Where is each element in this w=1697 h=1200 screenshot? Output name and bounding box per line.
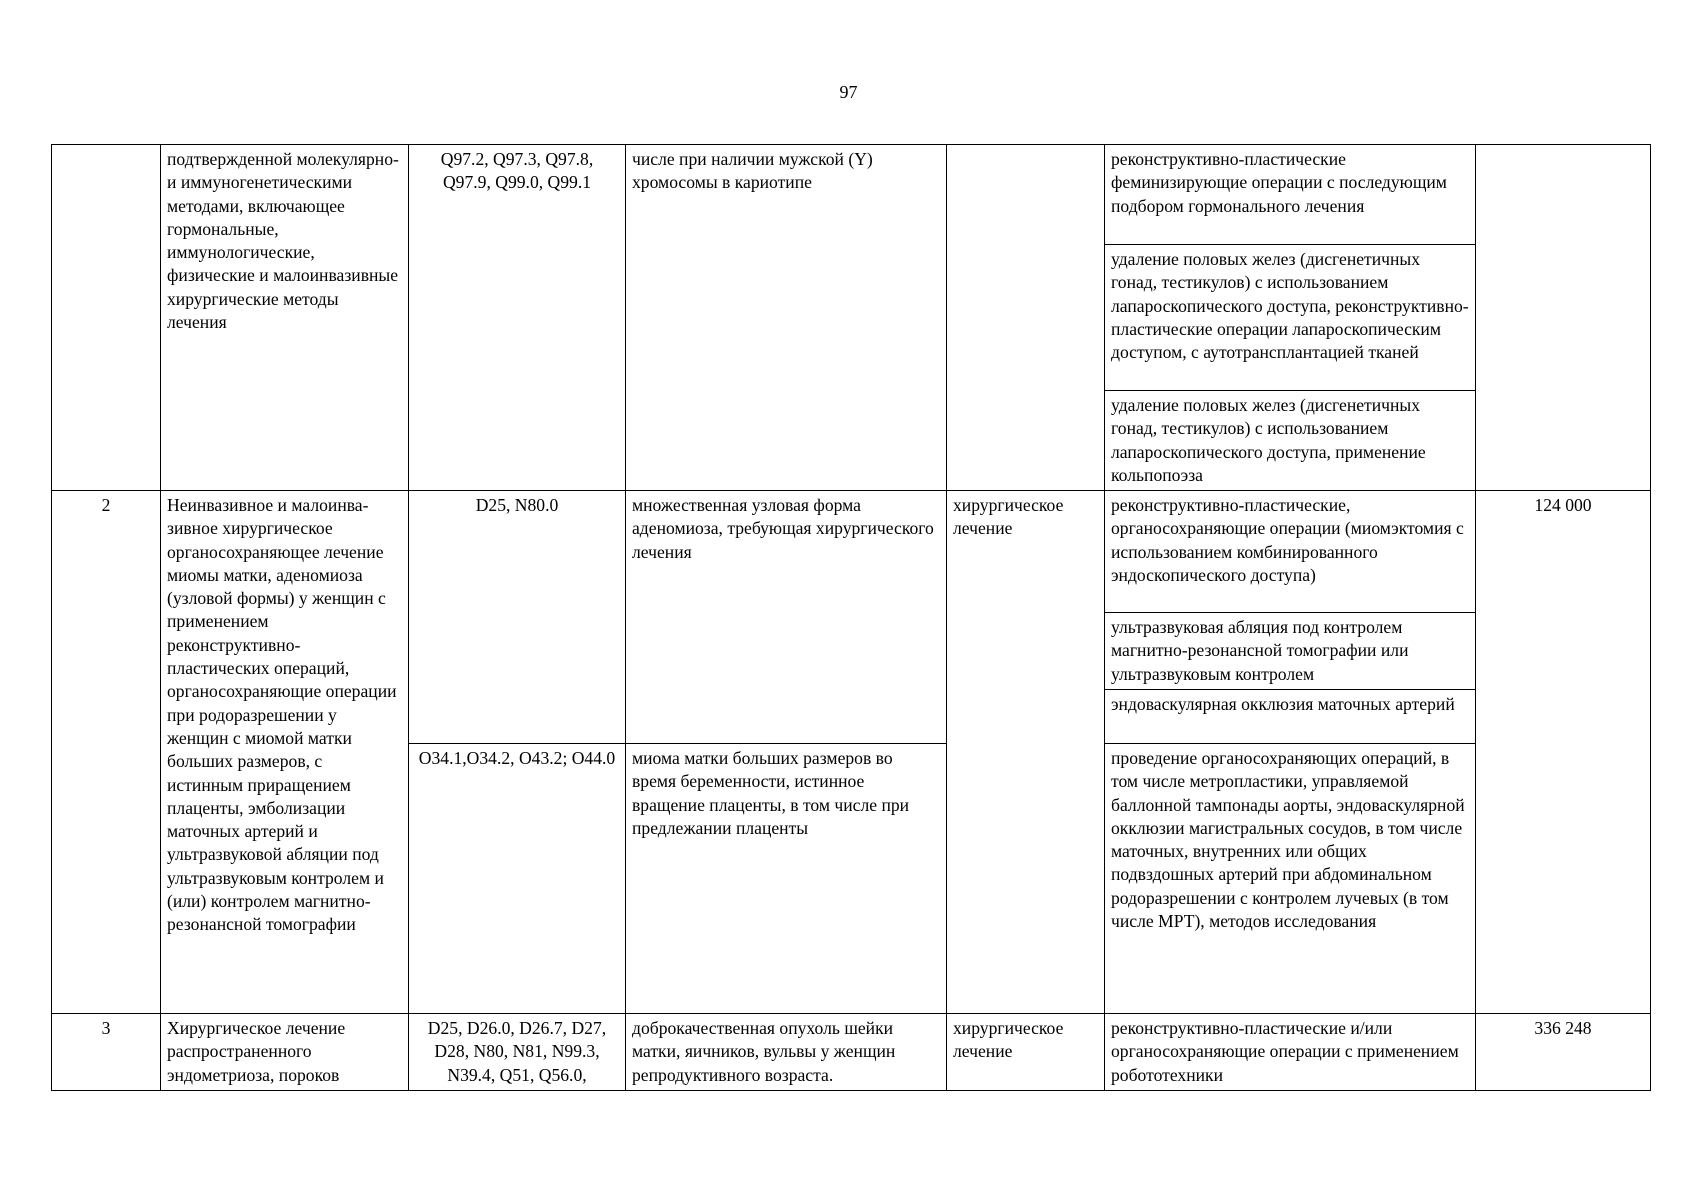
icd-codes-cell: D25, D26.0, D26.7, D27, D28, N80, N81, N99.3, N39.4, Q51, Q56.0, [409, 1014, 626, 1091]
treatment-type-cell [947, 145, 1105, 491]
care-type-cell: Неинвазивное и малоинва-зивное хирургическое органосохраняющее лечение миомы матки, аденомиоза (узловой формы) у женщин с применением реконструктивно-пластических операций, органосохраняющие операции при родоразрешении у женщин с миомой матки больших размеров, с истинным приращением плаценты, эмболизации маточных артерий и ультразвуковой абляции под ультразвуковым контролем и (или) контролем магнитно-резонансной томографии [161, 491, 409, 1014]
cost-cell: 336 248 [1476, 1014, 1651, 1091]
treatment-method-cell: ультразвуковая абляция под контролем магнитно-резонансной томографии или ультразвуковым контролем [1105, 613, 1476, 690]
patient-model-cell: множественная узловая форма аденомиоза, требующая хирургического лечения [626, 491, 947, 744]
treatment-method-cell: реконструктивно-пластические, органосохраняющие операции (миомэктомия с использованием комбинированного эндоскопического доступа) [1105, 491, 1476, 613]
table-row [52, 491, 1651, 613]
treatment-method-cell: проведение органосохраняющих операций, в том числе метропластики, управляемой баллонной тампонады аорты, эндоваскулярной окклюзии магистральных сосудов, в том числе маточных, внутренних или общих подвздошных артерий при абдоминальном родоразрешении с контролем лучевых (в том числе МРТ), методов исследования [1105, 744, 1476, 1014]
patient-model-cell: миома матки больших размеров во время беременности, истинное вращение плаценты, в том числе при предлежании плаценты [626, 744, 947, 1014]
icd-codes-cell: O34.1,O34.2, O43.2; O44.0 [409, 744, 626, 1014]
patient-model-cell: доброкачественная опухоль шейки матки, яичников, вульвы у женщин репродуктивного возраста. [626, 1014, 947, 1091]
cost-cell: 124 000 [1476, 491, 1651, 1014]
treatment-method-cell: удаление половых желез (дисгенетичных гонад, тестикулов) с использованием лапароскопического доступа, применение кольпопоэза [1105, 391, 1476, 491]
icd-codes-cell: D25, N80.0 [409, 491, 626, 744]
row-number-cell [52, 145, 161, 491]
row-number-cell: 3 [52, 1014, 161, 1091]
treatment-type-cell: хирургическое лечение [947, 491, 1105, 1014]
treatment-type-cell: хирургическое лечение [947, 1014, 1105, 1091]
table-row [52, 1014, 1651, 1091]
treatment-method-cell: реконструктивно-пластические и/или органосохраняющие операции с применением робототехники [1105, 1014, 1476, 1091]
table-row [52, 145, 1651, 245]
row-number-cell: 2 [52, 491, 161, 1014]
medical-care-table [51, 144, 1651, 1091]
cost-cell [1476, 145, 1651, 491]
care-type-cell: подтвержденной молекулярно- и иммуногенетическими методами, включающее гормональные, иммунологические, физические и малоинвазивные хирургические методы лечения [161, 145, 409, 491]
treatment-method-cell: удаление половых желез (дисгенетичных гонад, тестикулов) с использованием лапароскопического доступа, реконструктивно-пластические операции лапароскопическим доступом, с аутотрансплантацией тканей [1105, 245, 1476, 391]
care-type-cell: Хирургическое лечение распространенного эндометриоза, пороков [161, 1014, 409, 1091]
treatment-method-cell: эндоваскулярная окклюзия маточных артерий [1105, 690, 1476, 744]
treatment-method-cell: реконструктивно-пластические феминизирующие операции с последующим подбором гормонального лечения [1105, 145, 1476, 245]
patient-model-cell: числе при наличии мужской (Y) хромосомы в кариотипе [626, 145, 947, 491]
page-number: 97 [839, 82, 858, 102]
icd-codes-cell: Q97.2, Q97.3, Q97.8, Q97.9, Q99.0, Q99.1 [409, 145, 626, 491]
